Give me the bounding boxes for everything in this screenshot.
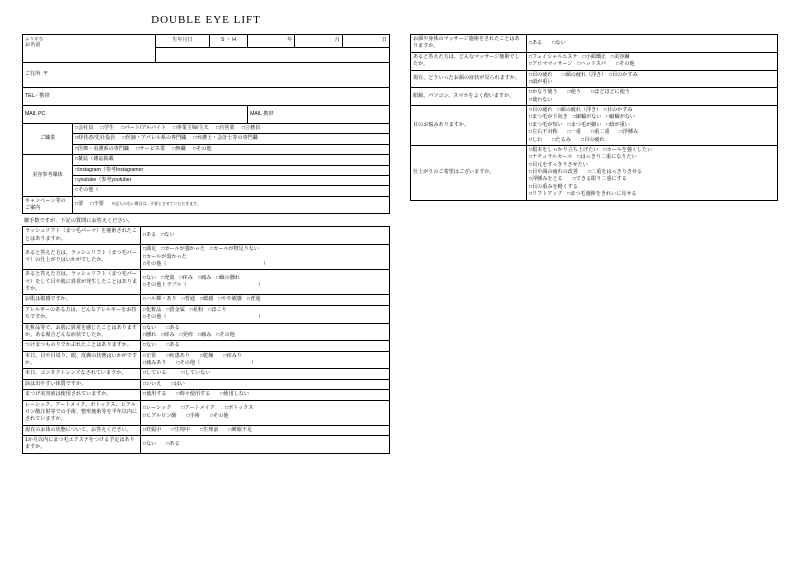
media-opt[interactable]: □雑誌（雑誌掲載 xyxy=(75,156,114,163)
question-label: 本日、目や目周り、眼、皮膚の状態はいかがですか。 xyxy=(23,351,141,369)
answer-opt[interactable]: □満足 □カールが強かった □カールが物足りない xyxy=(143,246,259,253)
answer-options[interactable] xyxy=(527,70,778,88)
answer-opt[interactable]: □ハル輝・あり □普通 □敏感 □やや敏感 □普通 xyxy=(143,296,261,303)
answer-opt[interactable]: □いいえ □はい xyxy=(143,380,185,387)
answer-opt[interactable]: □目の疲れ □顔の疲れ（浮き） □目のかすみ xyxy=(529,107,633,113)
answer-opt[interactable]: □腫れ □痒み □発疹 □痛み □その他 xyxy=(143,331,235,338)
question-label: レーシック、アートメイク、ボトックス、ヒアルロン酸注射等での手術、整形施術等を半年以内にされていますか。 xyxy=(23,400,141,425)
answer-options[interactable] xyxy=(527,106,778,146)
job-options-row-3[interactable] xyxy=(73,144,390,154)
table-row xyxy=(411,35,778,53)
answer-opt[interactable]: □その他（ ） xyxy=(143,314,264,321)
answer-options[interactable] xyxy=(141,379,390,389)
answer-opt[interactable]: □正常 □疾患あり □乾燥 □痒みり xyxy=(143,352,242,359)
answer-opt[interactable]: □化粧品 □貴金属 □花粉 □ほこり xyxy=(143,306,227,313)
answer-options[interactable] xyxy=(141,400,390,425)
campaign-opt-yes[interactable]: □要 xyxy=(75,201,84,208)
answer-opt[interactable]: □妊娠中 □生理中 □生理前 □睡眠不足 xyxy=(143,426,253,433)
answer-opt[interactable]: □レーシック □アートメイク □ボトックス xyxy=(143,405,254,412)
birth-input-row[interactable] xyxy=(155,48,389,63)
table-row xyxy=(411,70,778,88)
question-label: まつげ美容液は使用されていますか。 xyxy=(23,390,141,400)
table-row xyxy=(411,52,778,70)
question-label: 現在のお体の状態について、お答えください。 xyxy=(23,425,141,435)
table-row xyxy=(23,341,390,351)
table-row xyxy=(23,379,390,389)
table-row xyxy=(23,227,390,245)
question-label: つけまつものりでかぶれたことはありますか。 xyxy=(23,341,141,351)
answer-opt[interactable]: □ない □ある xyxy=(143,324,180,331)
birth-label: 生年月日 xyxy=(155,35,209,48)
answer-opt[interactable]: □リフトアップ □まつ毛施術をきれいに見せる xyxy=(529,191,637,198)
media-label-text: 美容参考媒体 xyxy=(32,171,63,178)
media-option-row[interactable] xyxy=(73,155,390,165)
table-row xyxy=(411,88,778,106)
job-opt[interactable]: □パート/アルバイト xyxy=(121,125,167,132)
personal-info-table xyxy=(22,34,390,124)
table-row xyxy=(23,369,390,379)
question-label: あると答えた方は、どんなマッサージ施術でしたか。 xyxy=(411,52,527,70)
answer-options[interactable] xyxy=(527,52,778,70)
job-opt[interactable]: □その他 xyxy=(193,145,212,152)
table-row xyxy=(23,351,390,369)
campaign-opt-no[interactable]: □不要 xyxy=(90,201,104,208)
answer-opt[interactable]: □ヒアルロン酸 □手術 □その他 xyxy=(143,412,229,419)
answer-options[interactable] xyxy=(527,88,778,106)
answer-options[interactable] xyxy=(141,369,390,379)
answer-opt[interactable]: □ある □ない xyxy=(529,39,566,46)
answer-opt[interactable]: □根本をしっかり立ち上げたい □カールを強くしたい xyxy=(529,146,653,153)
question-label: あると答えた方は、ラッシュリフト（まつ毛パーマ）をして目や肌に異常が発生したことはありますか。 xyxy=(23,270,141,295)
job-opt[interactable]: □学生 xyxy=(100,125,115,132)
answer-options[interactable] xyxy=(141,227,390,245)
left-intro-text: 脚手数ですが、下記の質問にお答えください。 xyxy=(24,218,133,225)
answer-opt[interactable]: □まつ毛が短い □まつ毛が細い □絞が重い xyxy=(529,121,630,128)
answer-options[interactable] xyxy=(141,323,390,341)
name-label: お名前 xyxy=(25,42,41,49)
answer-opt[interactable]: □フェイシャルエステ □小顔矯正 □美容鍼 xyxy=(529,53,630,60)
tel-label: TEL／携帯 xyxy=(25,92,50,99)
answer-opt[interactable]: □ない □ある xyxy=(143,440,180,447)
question-label: お顔や身体のマッサージ施術をされたことはありますか。 xyxy=(411,35,527,53)
campaign-note: ※記入のない場合は、不要とさせていただきます。 xyxy=(111,201,201,207)
answer-opt[interactable]: □目元をすっきりさせたい xyxy=(529,161,588,168)
job-opt[interactable]: □会社員 xyxy=(75,125,94,132)
page-title: DOUBLE EYE LIFT xyxy=(151,14,261,26)
answer-opt[interactable]: □まつ毛が下向き □縮輪がない □縮輪がない xyxy=(529,114,636,121)
answer-opt[interactable]: □浮腫みをとる □できる限り二重にする xyxy=(529,176,627,183)
question-label: 化粧品等で、お肌に異常を感じたことはありますか。ある場合どんな症状でしたか。 xyxy=(23,323,141,341)
table-row xyxy=(23,270,390,295)
table-row xyxy=(23,425,390,435)
media-opt[interactable]: □youtube（参考youtuber xyxy=(75,176,132,183)
job-opt[interactable]: □弁護士・会計士等の専門職 xyxy=(193,135,258,142)
answer-opt[interactable]: □ある □ない xyxy=(143,232,175,239)
tel-cell[interactable] xyxy=(23,88,390,106)
table-row xyxy=(23,245,390,270)
answer-options[interactable] xyxy=(141,341,390,351)
job-opt[interactable]: □医療・看護系の専門職 xyxy=(75,145,130,152)
table-row xyxy=(23,390,390,400)
media-option-row[interactable] xyxy=(73,175,390,185)
answer-opt[interactable]: □目の重みを軽くする xyxy=(529,183,578,190)
answer-opt[interactable]: □している □していない xyxy=(143,370,211,377)
question-label: お肌は敏感ですか。 xyxy=(23,295,141,305)
address-label: ご住所 xyxy=(25,71,41,78)
right-questionnaire-table xyxy=(410,34,778,201)
media-opt[interactable]: □その他（ xyxy=(75,187,99,194)
answer-options[interactable] xyxy=(141,245,390,270)
answer-opt[interactable]: □かなり使う □使う □ほどほどに使う xyxy=(529,89,630,96)
answer-options[interactable] xyxy=(141,425,390,435)
answer-options[interactable] xyxy=(141,436,390,454)
left-column xyxy=(22,34,390,454)
job-opt[interactable]: □公務員 xyxy=(241,125,261,132)
right-column xyxy=(410,34,778,201)
answer-opt[interactable]: □目の疲れ □顔の疲れ（浮き） □目のかすみ xyxy=(529,71,638,78)
job-options-row-2[interactable] xyxy=(73,134,390,144)
question-label: アレルギーのある方は、どんなアレルギーをお持ちですか。 xyxy=(23,305,141,323)
left-questionnaire-table xyxy=(22,226,390,453)
question-label: 涙は出やすい体質ですか。 xyxy=(23,379,141,389)
postal-mark: 〒 xyxy=(43,71,49,78)
answer-opt[interactable]: □その他（ ） xyxy=(143,260,269,267)
table-row xyxy=(23,295,390,305)
name-label-wrap xyxy=(25,42,153,61)
job-options-row-1[interactable] xyxy=(73,124,390,134)
answer-opt[interactable]: □使わない xyxy=(529,96,553,103)
answer-opt[interactable]: □その他トラブル（ ） xyxy=(143,282,264,289)
answer-opt[interactable]: □ナチュラルカール □はっきり二重になりたい xyxy=(529,154,637,161)
birth-day[interactable]: 日 xyxy=(342,35,389,48)
birth-year[interactable]: 年 xyxy=(248,35,295,48)
media-option-row[interactable] xyxy=(73,186,390,196)
answer-opt[interactable]: □ない □充血 □痒み □痛み □瞼の腫れ xyxy=(143,275,240,282)
furigana-label: ふりがな xyxy=(25,36,44,41)
answer-opt[interactable]: □痛みあり □その他（ ） xyxy=(143,360,257,367)
table-row xyxy=(23,400,390,425)
table-row xyxy=(23,436,390,454)
table-row xyxy=(23,305,390,323)
answer-options[interactable] xyxy=(141,270,390,295)
campaign-label: キャンペーン等のご案内 xyxy=(23,196,73,214)
answer-opt[interactable]: □目や顔の疲れの改善 □二重をはっきりさせる xyxy=(529,169,643,175)
answer-opt[interactable]: □しわ □たるみ □目の疲れ xyxy=(529,136,605,143)
question-label: あると答えた方は、ラッシュリフト（まつ毛パーマ）の仕上がりはいかがでしたか。 xyxy=(23,245,141,270)
answer-options[interactable] xyxy=(527,35,778,53)
question-label: 目のお悩みありますか。 xyxy=(411,106,527,146)
answer-opt[interactable]: □カールが弱かった xyxy=(143,253,187,260)
media-opt[interactable]: □Instagram（参考Instagramer xyxy=(75,166,144,173)
answer-opt[interactable]: □左右不対称 □一重 □重二重 □浮腫み xyxy=(529,129,639,136)
birth-era[interactable]: S ・ H xyxy=(209,35,247,48)
mail-pc-label: MAIL PC xyxy=(25,110,46,117)
birth-month[interactable]: 月 xyxy=(295,35,342,48)
job-opt[interactable]: □自営業 xyxy=(216,125,235,132)
job-opt[interactable]: □無職 xyxy=(172,145,186,152)
name-cell[interactable] xyxy=(23,35,156,63)
answer-opt[interactable]: □使用する □時々使用する □使用しない xyxy=(143,391,250,398)
question-label: 現在、どういったお顔の症状が見られますか。 xyxy=(411,70,527,88)
answer-options[interactable] xyxy=(141,305,390,323)
table-row xyxy=(411,145,778,200)
question-label: ラッシュリフト（まつ毛パーマ）を施術されたことはありますか。 xyxy=(23,227,141,245)
job-media-table xyxy=(22,123,390,214)
job-label: ご職業 xyxy=(23,124,73,155)
mail-mobile-label: MAIL 携帯 xyxy=(250,110,274,117)
answer-options[interactable] xyxy=(527,145,778,200)
mail-mobile-cell[interactable] xyxy=(248,106,390,124)
answer-opt[interactable]: □頭が重い xyxy=(529,78,553,85)
job-opt[interactable]: □専業主婦/主夫 xyxy=(173,125,209,132)
campaign-options[interactable] xyxy=(73,196,390,214)
answer-options[interactable] xyxy=(141,390,390,400)
answer-opt[interactable]: □アロママッサージ □ヘッドスパ □その他 xyxy=(529,61,635,68)
answer-options[interactable] xyxy=(141,295,390,305)
table-row xyxy=(411,106,778,146)
address-cell[interactable] xyxy=(23,63,390,88)
job-opt[interactable]: □サービス業 xyxy=(136,145,165,152)
question-label: 仕上がりのご希望はございますか。 xyxy=(411,145,527,200)
table-row xyxy=(23,323,390,341)
question-label: 眼鏡、パソコン、スマホをよく使いますか。 xyxy=(411,88,527,106)
media-label xyxy=(23,155,73,197)
mail-pc-cell[interactable] xyxy=(23,106,248,124)
question-label: 本日、コンタクトレンズなされていますか。 xyxy=(23,369,141,379)
question-label: 1か月以内にまつ毛エクステをつける予定はありますか。 xyxy=(23,436,141,454)
answer-opt[interactable]: □ない □ある xyxy=(143,342,180,349)
job-opt[interactable]: □経営者/先社役員 xyxy=(75,135,116,142)
answer-options[interactable] xyxy=(141,351,390,369)
job-opt[interactable]: □医師・アパレル系の専門職 xyxy=(122,135,187,142)
media-option-row[interactable] xyxy=(73,165,390,175)
